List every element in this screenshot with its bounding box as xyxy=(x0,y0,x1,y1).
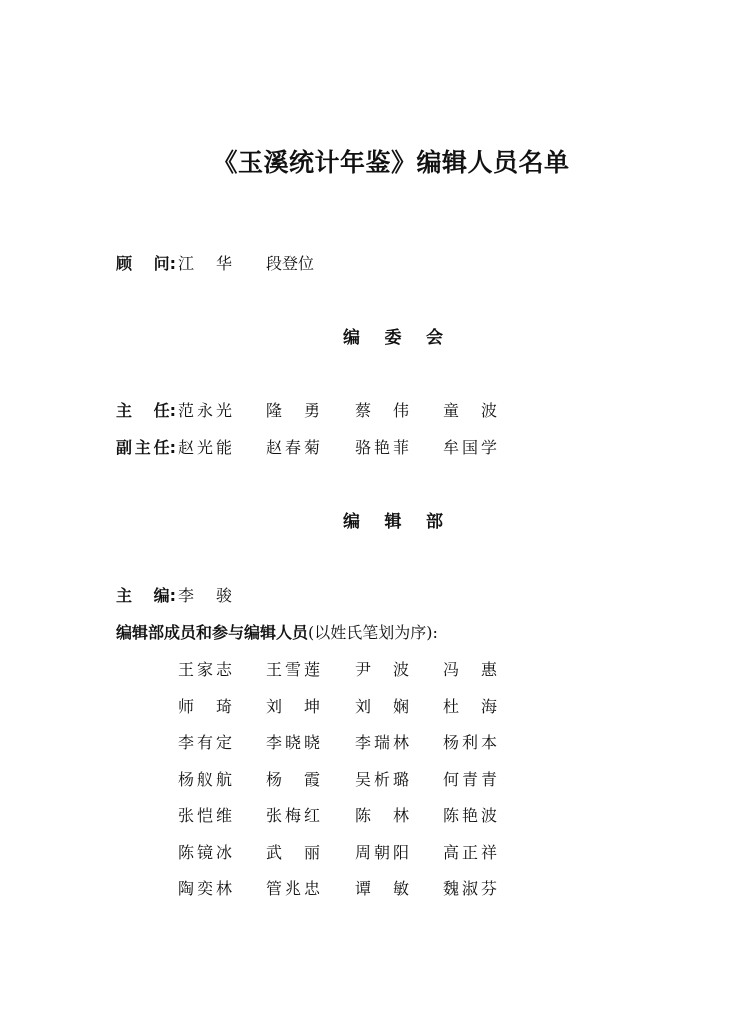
name-char: 丽 xyxy=(303,842,320,862)
name-char: 航 xyxy=(215,769,232,789)
name-char: 祥 xyxy=(480,842,497,862)
name-char: 童 xyxy=(443,401,460,420)
director-name xyxy=(355,399,409,423)
name-char: 莲 xyxy=(303,660,320,679)
advisor-name xyxy=(266,252,320,276)
name-char: 陶 xyxy=(178,879,195,898)
name-char: 李 xyxy=(178,733,195,752)
name-char: 析 xyxy=(373,769,390,789)
name-char: 蔡 xyxy=(355,401,372,420)
member-name xyxy=(178,841,232,865)
name-char: 菲 xyxy=(392,438,409,457)
name-char: 菊 xyxy=(303,438,320,457)
name-char: 家 xyxy=(196,660,213,679)
name-char: 李 xyxy=(178,586,195,605)
name-char: 伟 xyxy=(392,401,409,420)
name-char: 艳 xyxy=(373,438,390,457)
name-char: 璐 xyxy=(392,769,409,789)
name-char: 位 xyxy=(298,254,315,273)
name-char: 恺 xyxy=(196,806,213,825)
deputy-name xyxy=(178,436,232,460)
name-char: 本 xyxy=(480,733,497,752)
name-char: 光 xyxy=(215,401,232,420)
name-char: 能 xyxy=(215,438,232,457)
name-char: 勇 xyxy=(303,401,320,420)
name-char: 谭 xyxy=(355,879,372,898)
member-name xyxy=(443,658,497,682)
name-char: 陈 xyxy=(178,842,195,862)
name-char: 永 xyxy=(196,401,213,420)
name-char: 牟 xyxy=(443,438,460,457)
member-name xyxy=(443,695,497,719)
name-char: 杨 xyxy=(266,769,283,789)
name-char: 红 xyxy=(303,806,320,825)
director-name xyxy=(266,399,320,423)
name-char: 淑 xyxy=(461,879,478,898)
name-char: 晓 xyxy=(303,733,320,752)
member-name xyxy=(443,731,497,755)
name-char: 张 xyxy=(266,806,283,825)
name-char: 朝 xyxy=(373,842,390,862)
name-char: 王 xyxy=(178,660,195,679)
name-char: 杜 xyxy=(443,696,460,716)
name-char: 惠 xyxy=(480,660,497,679)
deputy-name xyxy=(443,436,497,460)
member-name xyxy=(355,695,409,719)
name-char: 吴 xyxy=(355,769,372,789)
name-char: 晓 xyxy=(284,733,301,752)
director-name xyxy=(443,399,497,423)
name-char: 武 xyxy=(266,842,283,862)
name-char: 维 xyxy=(215,806,232,825)
editorial-heading: 编 辑 部 xyxy=(343,512,443,532)
name-char: 管 xyxy=(266,879,283,898)
member-name xyxy=(266,658,320,682)
name-char: 春 xyxy=(284,438,301,457)
member-name xyxy=(443,877,497,901)
name-char: 江 xyxy=(178,254,195,273)
name-char: 青 xyxy=(461,769,478,789)
member-name xyxy=(266,841,320,865)
name-char: 赵 xyxy=(178,438,195,457)
name-char: 阳 xyxy=(392,842,409,862)
name-char: 青 xyxy=(480,769,497,789)
name-char: 华 xyxy=(215,254,232,273)
name-char: 冰 xyxy=(215,842,232,862)
members-label: 编辑部成员和参与编辑人员 (以姓氏笔划为序): xyxy=(116,621,476,645)
name-char: 定 xyxy=(215,733,232,752)
member-name xyxy=(266,731,320,755)
name-char: 骏 xyxy=(215,586,232,605)
name-char: 坤 xyxy=(303,696,320,716)
name-char: 隆 xyxy=(266,401,283,420)
member-name xyxy=(178,731,232,755)
member-name xyxy=(178,658,232,682)
name-char: 王 xyxy=(266,660,283,679)
name-char: 海 xyxy=(480,696,497,716)
name-char: 李 xyxy=(355,733,372,752)
member-name xyxy=(355,877,409,901)
name-char: 高 xyxy=(443,842,460,862)
name-char: 奕 xyxy=(196,879,213,898)
name-char: 国 xyxy=(461,438,478,457)
advisors-label: 顾 问 : xyxy=(116,254,176,273)
member-name xyxy=(266,695,320,719)
member-name xyxy=(443,768,497,792)
name-char: 镜 xyxy=(196,842,213,862)
member-name xyxy=(355,731,409,755)
member-name xyxy=(355,658,409,682)
member-name xyxy=(443,841,497,865)
name-char: 舣 xyxy=(196,769,213,789)
name-char: 刘 xyxy=(266,696,283,716)
member-name xyxy=(178,804,232,828)
name-char: 李 xyxy=(266,733,283,752)
page-title: 《玉溪统计年鉴》编辑人员名单 xyxy=(212,148,570,177)
name-char: 敏 xyxy=(392,879,409,898)
name-char: 师 xyxy=(178,696,195,716)
name-char: 赵 xyxy=(266,438,283,457)
name-char: 林 xyxy=(392,733,409,752)
committee-heading: 编 委 会 xyxy=(343,328,443,348)
name-char: 光 xyxy=(196,438,213,457)
director-label: 主 任 : xyxy=(116,401,176,420)
name-char: 杨 xyxy=(178,769,195,789)
name-char: 林 xyxy=(215,879,232,898)
name-char: 志 xyxy=(215,660,232,679)
name-char: 学 xyxy=(480,438,497,457)
chief-editor-label: 主 编 : xyxy=(116,586,176,605)
name-char: 波 xyxy=(480,401,497,420)
name-char: 琦 xyxy=(215,696,232,716)
member-name xyxy=(178,695,232,719)
member-name xyxy=(178,768,232,792)
name-char: 林 xyxy=(392,806,409,825)
name-char: 波 xyxy=(480,806,497,825)
member-name xyxy=(355,768,409,792)
deputy-name xyxy=(355,436,409,460)
name-char: 范 xyxy=(178,401,195,420)
name-char: 霞 xyxy=(303,769,320,789)
members-order-note: (以姓氏笔划为序): xyxy=(308,623,438,642)
name-char: 登 xyxy=(282,254,299,273)
name-char: 忠 xyxy=(303,879,320,898)
name-char: 周 xyxy=(355,842,372,862)
chief-editor-name xyxy=(178,584,232,608)
member-name xyxy=(266,768,320,792)
name-char: 芬 xyxy=(480,879,497,898)
name-char: 杨 xyxy=(443,733,460,752)
deputy-label: 副 主 任 : xyxy=(116,438,176,457)
name-char: 艳 xyxy=(461,806,478,825)
name-char: 何 xyxy=(443,769,460,789)
name-char: 兆 xyxy=(284,879,301,898)
advisor-name xyxy=(178,252,232,276)
name-char: 雪 xyxy=(284,660,301,679)
name-char: 骆 xyxy=(355,438,372,457)
name-char: 尹 xyxy=(355,660,372,679)
name-char: 瑞 xyxy=(373,733,390,752)
name-char: 陈 xyxy=(355,806,372,825)
name-char: 娴 xyxy=(392,696,409,716)
name-char: 刘 xyxy=(355,696,372,716)
name-char: 梅 xyxy=(284,806,301,825)
name-char: 正 xyxy=(461,842,478,862)
name-char: 冯 xyxy=(443,660,460,679)
director-name xyxy=(178,399,232,423)
name-char: 利 xyxy=(461,733,478,752)
member-name xyxy=(443,804,497,828)
member-name xyxy=(178,877,232,901)
member-name xyxy=(355,841,409,865)
name-char: 陈 xyxy=(443,806,460,825)
deputy-name xyxy=(266,436,320,460)
name-char: 有 xyxy=(196,733,213,752)
name-char: 魏 xyxy=(443,879,460,898)
member-name xyxy=(266,804,320,828)
member-name xyxy=(266,877,320,901)
name-char: 段 xyxy=(266,254,283,273)
name-char: 波 xyxy=(392,660,409,679)
name-char: 张 xyxy=(178,806,195,825)
member-name xyxy=(355,804,409,828)
